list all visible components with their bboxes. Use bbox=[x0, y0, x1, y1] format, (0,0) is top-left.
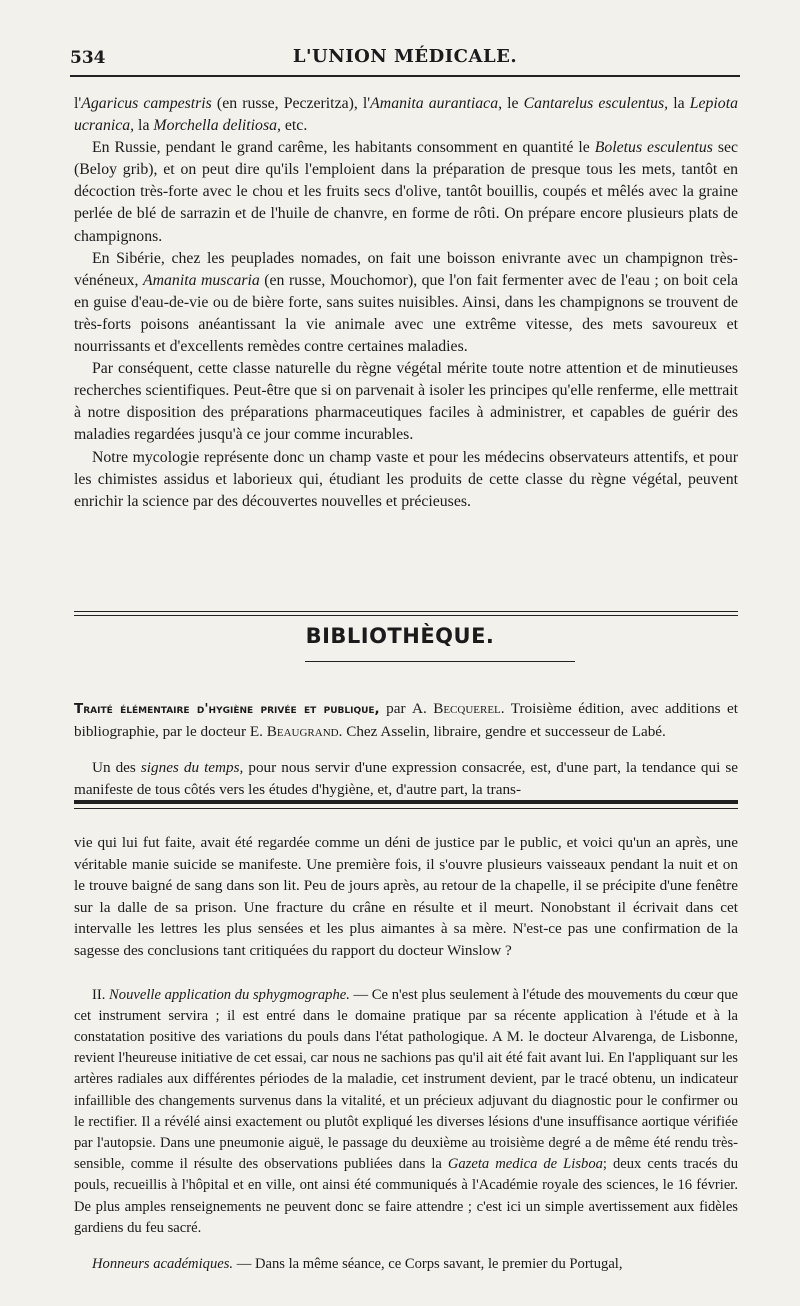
heading-underline bbox=[305, 661, 575, 662]
paragraph: Notre mycologie représente donc un champ vaste et pour les médecins observateurs attentifs, et pour les chimistes assidus et laborieux qui, étudiant les produits de cette classe du règne végétal, peuvent enrichir la science par des découvertes nouvelles et précieuses. bbox=[74, 448, 738, 510]
paragraph: II. Nouvelle application du sphygmographe. — Ce n'est plus seulement à l'étude des mouvements du cœur que cet instrument servira ; il est entré dans le domaine pratique par sa récente application à l'étude et à la constatation positive des variations du pouls dans l'état pathologique. A M. le docteur Alvarenga, de Lisbonne, revient l'heureuse initiative de cet essai, car nous ne sachions pas qu'il ait été fait avant lui. En l'appliquant sur les artères radiales aux différentes périodes de la maladie, cet instrument devient, par le tracé obtenu, un indicateur infaillible des changements survenus dans la vitalité, et un précieux adjuvant du diagnostic pour le confirmer ou le rectifier. Il a révélé ainsi exactement ou plutôt expliqué les diverses lésions d'une insuffisance aortique vérifiée par l'autopsie. Dans une pneumonie aiguë, le passage du deuxième au troisième degré a de même été rendu très-sensible, comme il résulte des observations publiées dans la Gazeta medica de Lisboa; deux cents tracés du pouls, recueillis à l'hôpital et en ville, ont ainsi été communiqués à l'Académie royale des sciences, le 16 février. De plus amples renseignements ne peuvent donc se faire attendre ; c'est ici un simple avertissement aux fidèles gardiens du feu sacré. bbox=[74, 986, 738, 1236]
section-separator-rule bbox=[74, 611, 738, 616]
page-header bbox=[70, 44, 740, 74]
page-number: 534 bbox=[70, 48, 106, 68]
feuilleton-continuation bbox=[74, 817, 738, 976]
paragraph: vie qui lui fut faite, avait été regardée comme un déni de justice par le public, et voici qu'un an après, une véritable manie suicide se manifeste. Une première fois, il s'ouvre plusieurs vaisseaux pendant la nuit et on le trouve baigné de sang dans son lit. Peu de jours après, au retour de la chapelle, il se précipite d'une fenêtre sur la dalle de sa prison. Une fracture du crâne en résulte et il meurt. Nonobstant il écrivait dans cet intervalle les lettres les plus sensées et les plus aimantes à sa mère. N'est-ce pas une confirmation de la sagesse des conclusions tant critiquées du rapport du docteur Winslow ? bbox=[74, 834, 738, 959]
mycology-article-body bbox=[74, 93, 738, 513]
running-title: L'UNION MÉDICALE. bbox=[292, 46, 518, 67]
header-rule bbox=[70, 75, 740, 77]
news-items bbox=[74, 970, 738, 1289]
book-citation: Traité élémentaire d'hygiène privée et publique, par A. Becquerel. Troisième édition, avec additions et bibliographie, par le docteur E. Beaugrand. Chez Asselin, libraire, gendre et successeur de Labé. bbox=[74, 700, 738, 740]
paragraph: En Sibérie, chez les peuplades nomades, on fait une boisson enivrante avec un champignon très-vénéneux, Amanita muscaria (en russe, Mouchomor), que l'on fait fermenter avec de l'eau ; on boit cela en guise d'eau-de-vie ou de bière forte, sans suites nuisibles. Ainsi, dans les champignons se trouvent de très-forts poisons anéantissant la vie animale avec une extrême vitesse, des mets savoureux et nourrissants et d'excellents remèdes contre certaines maladies. bbox=[74, 249, 738, 356]
page-split-rule bbox=[74, 800, 738, 804]
section-heading-text: BIBLIOTHÈQUE. bbox=[305, 624, 495, 648]
book-review bbox=[74, 683, 738, 816]
page-split-thin-rule bbox=[74, 808, 738, 809]
paragraph: Par conséquent, cette classe naturelle du règne végétal mérite toute notre attention et de minutieuses recherches scientifiques. Peut-être que si on parvenait à isoler les principes qu'elle renferme, elle mettrait à notre disposition des préparations pharmaceutiques faciles à administrer, et capables de guérir des maladies regardées jusqu'à ce jour comme incurables. bbox=[74, 360, 738, 444]
paragraph: l'Agaricus campestris (en russe, Peczeritza), l'Amanita aurantiaca, le Cantarelus esculentus, la Lepiota ucranica, la Morchella delitiosa, etc. bbox=[74, 95, 738, 135]
paragraph: Honneurs académiques. — Dans la même séance, ce Corps savant, le premier du Portugal, bbox=[92, 1255, 623, 1272]
section-heading bbox=[0, 624, 800, 648]
paragraph: En Russie, pendant le grand carême, les habitants consomment en quantité le Boletus esculentus sec (Beloy grib), et on peut dire qu'ils l'emploient dans la préparation de presque tous les mets, tantôt en décoction très-forte avec le chou et les fruits secs d'olive, tantôt bouillis, coupés et mêlés avec la graine perlée de blé de sarrazin et de l'huile de chanvre, en forme de rôti. On prépare encore plusieurs plats de champignons. bbox=[74, 139, 739, 245]
paragraph: Un des signes du temps, pour nous servir d'une expression consacrée, est, d'une part, la tendance qui se manifeste de tous côtés vers les études d'hygiène, et, d'autre part, la trans- bbox=[74, 759, 738, 798]
